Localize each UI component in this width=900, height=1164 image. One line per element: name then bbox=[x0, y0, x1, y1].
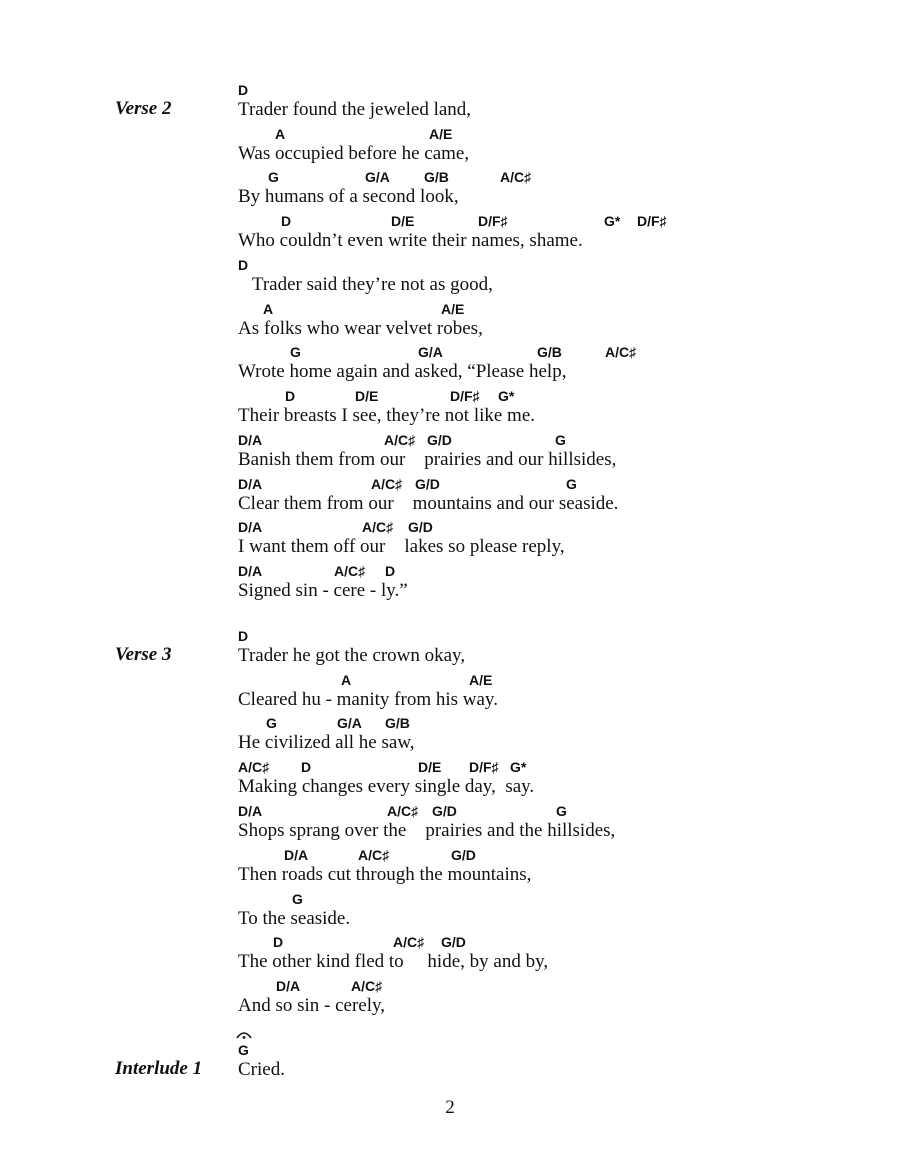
chord: D/F♯ bbox=[469, 759, 499, 775]
chord: G bbox=[266, 715, 277, 731]
chord: G* bbox=[510, 759, 527, 775]
chord: A bbox=[275, 126, 286, 142]
chord: A/C♯ bbox=[605, 344, 637, 360]
chord: D bbox=[238, 257, 249, 273]
chord: G bbox=[566, 476, 577, 492]
lyric-line: Shops sprang over the prairies and the hillsides, bbox=[238, 820, 616, 841]
chord: G/D bbox=[432, 803, 457, 819]
chord: A bbox=[341, 672, 352, 688]
chord: D/A bbox=[238, 803, 263, 819]
chord: G/D bbox=[427, 432, 452, 448]
chord: A/C♯ bbox=[393, 934, 425, 950]
chord: G/B bbox=[385, 715, 410, 731]
lyric-line: Clear them from our mountains and our seaside. bbox=[238, 493, 619, 514]
chord: A/E bbox=[469, 672, 493, 688]
section-label-interlude-1: Interlude 1 bbox=[115, 1058, 203, 1079]
lyric-line: Trader he got the crown okay, bbox=[238, 645, 466, 666]
chord: G/A bbox=[337, 715, 362, 731]
chord: G bbox=[290, 344, 301, 360]
lyric-line: As folks who wear velvet robes, bbox=[238, 318, 483, 339]
lyric-line: Cleared hu - manity from his way. bbox=[238, 689, 498, 710]
lyric-line: And so sin - cerely, bbox=[238, 995, 386, 1016]
chord: G bbox=[238, 1042, 249, 1058]
chord: D/A bbox=[276, 978, 301, 994]
lyric-line: Signed sin - cere - ly.” bbox=[238, 580, 408, 601]
lyric-line: Wrote home again and asked, “Please help, bbox=[238, 361, 567, 382]
chord: D/E bbox=[418, 759, 442, 775]
chord: D/A bbox=[284, 847, 309, 863]
lyric-line: Their breasts I see, they’re not like me. bbox=[238, 405, 536, 426]
chord: G bbox=[556, 803, 567, 819]
lyric-line: Cried. bbox=[238, 1059, 285, 1080]
chord: G bbox=[268, 169, 279, 185]
chord: D bbox=[238, 82, 249, 98]
chord: G bbox=[555, 432, 566, 448]
chord: G/A bbox=[418, 344, 443, 360]
lyric-line: Then roads cut through the mountains, bbox=[238, 864, 532, 885]
chord: A/C♯ bbox=[500, 169, 532, 185]
lyric-line: Making changes every single day, say. bbox=[238, 776, 535, 797]
chord: G/D bbox=[451, 847, 476, 863]
lyric-line: I want them off our lakes so please reply, bbox=[238, 536, 565, 557]
lyric-line: Banish them from our prairies and our hillsides, bbox=[238, 449, 617, 470]
chord: D bbox=[238, 628, 249, 644]
chord: D/A bbox=[238, 432, 263, 448]
chord: A/E bbox=[429, 126, 453, 142]
chord: A/C♯ bbox=[371, 476, 403, 492]
chord: G/D bbox=[441, 934, 466, 950]
chord: D/F♯ bbox=[478, 213, 508, 229]
chord: A/C♯ bbox=[351, 978, 383, 994]
chord: G/A bbox=[365, 169, 390, 185]
chord: A/C♯ bbox=[334, 563, 366, 579]
lyric-line: The other kind fled to hide, by and by, bbox=[238, 951, 549, 972]
chord: D/A bbox=[238, 563, 263, 579]
section-label-verse-2: Verse 2 bbox=[115, 98, 172, 119]
lyric-line: Who couldn’t even write their names, shame. bbox=[238, 230, 583, 251]
chord: D/F♯ bbox=[450, 388, 480, 404]
chord: A/E bbox=[441, 301, 465, 317]
chord: G* bbox=[604, 213, 621, 229]
chord: D bbox=[273, 934, 284, 950]
chord: D/F♯ bbox=[637, 213, 667, 229]
chord: D/E bbox=[391, 213, 415, 229]
lyric-line: By humans of a second look, bbox=[238, 186, 459, 207]
chord: G/D bbox=[415, 476, 440, 492]
fermata-icon bbox=[235, 1028, 253, 1040]
chord: D bbox=[385, 563, 396, 579]
lyric-line: To the seaside. bbox=[238, 908, 351, 929]
chord: A/C♯ bbox=[362, 519, 394, 535]
chord: A bbox=[263, 301, 274, 317]
chord: G* bbox=[498, 388, 515, 404]
chord: A/C♯ bbox=[384, 432, 416, 448]
chord: A/C♯ bbox=[387, 803, 419, 819]
lyric-line: Trader said they’re not as good, bbox=[238, 274, 493, 295]
chord: D/A bbox=[238, 476, 263, 492]
chord: A/C♯ bbox=[358, 847, 390, 863]
section-label-verse-3: Verse 3 bbox=[115, 644, 172, 665]
chord: G/B bbox=[537, 344, 562, 360]
chord: A/C♯ bbox=[238, 759, 270, 775]
lyric-line: He civilized all he saw, bbox=[238, 732, 415, 753]
chord: G/B bbox=[424, 169, 449, 185]
chord: D/E bbox=[355, 388, 379, 404]
chord: D bbox=[285, 388, 296, 404]
chord: D bbox=[301, 759, 312, 775]
chord: G bbox=[292, 891, 303, 907]
chord: G/D bbox=[408, 519, 433, 535]
lyric-line: Trader found the jeweled land, bbox=[238, 99, 472, 120]
chord: D/A bbox=[238, 519, 263, 535]
lyric-line: Was occupied before he came, bbox=[238, 143, 470, 164]
chord: D bbox=[281, 213, 292, 229]
page-number: 2 bbox=[445, 1097, 455, 1118]
